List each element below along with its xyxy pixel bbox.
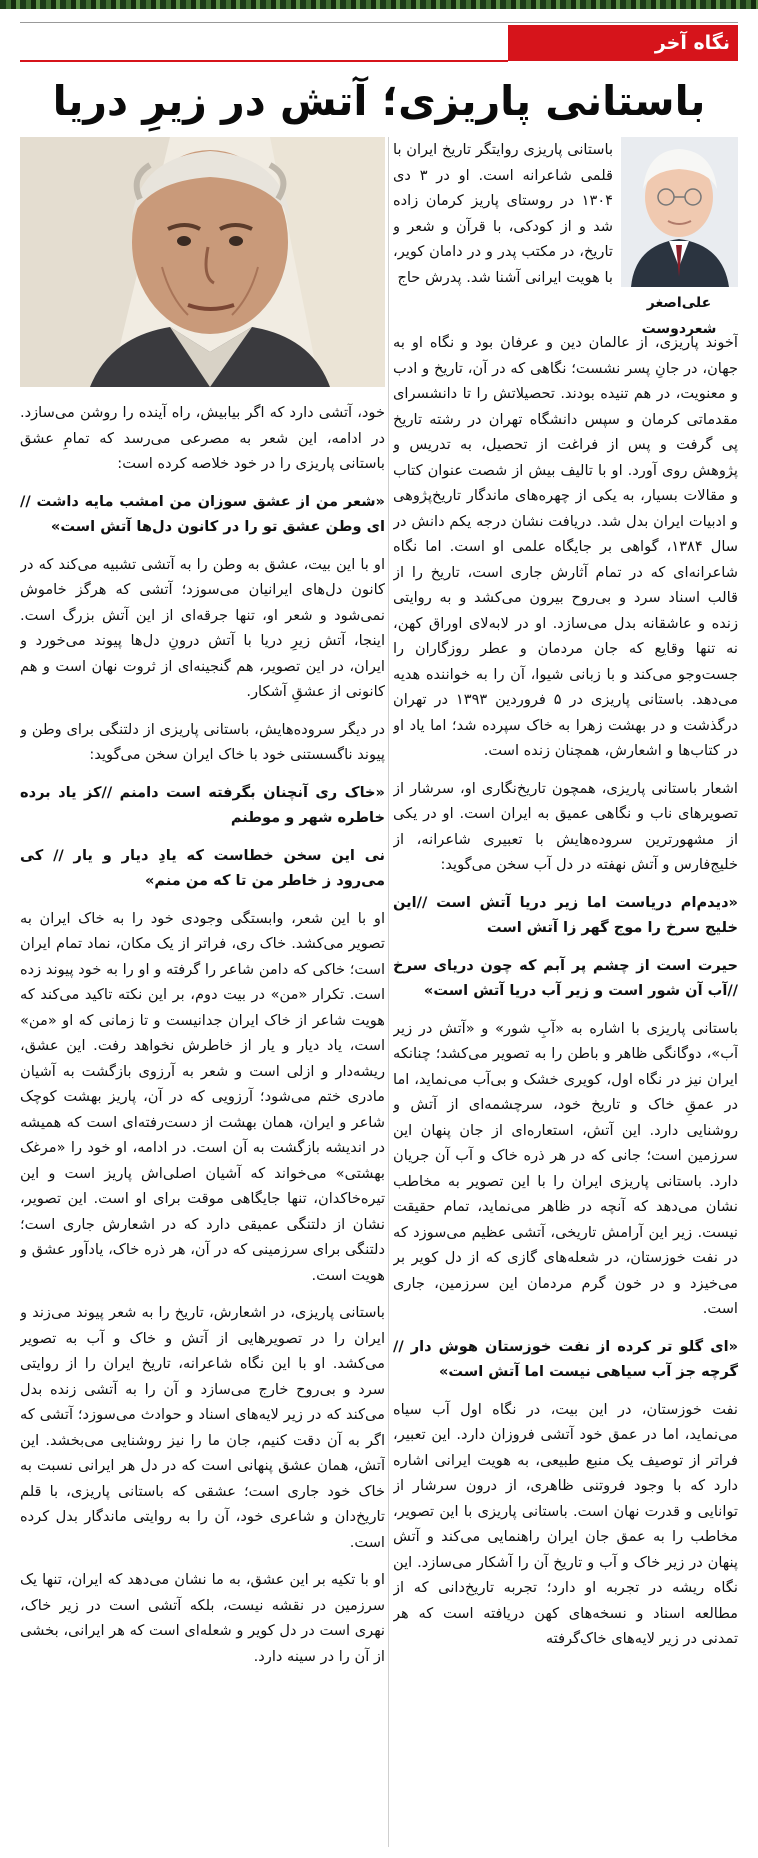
- poem-line: «دیدم‌ام دریاست اما زیر دریا آتش است //این خلیج سرخ را موج گهر زا آتش است: [393, 893, 738, 936]
- paragraph: باستانی‌ پاریزی، در اشعارش، تاریخ را به شعر پیوند می‌زند و ایران را در تصویرهایی از آتش و خاک و آب به تصویر می‌کشد. او با این نگاه شاعرانه، تاریخ ایران را از روایتی سرد و بی‌روح خارج می‌سازد و آن را به آتشی زنده بدل می‌کند که در زیر لایه‌های اسناد و حوادث می‌سوزد؛ آتشی که اگر به آن دقت کنیم، جان ما را نیز روشنایی می‌بخشد. این آتش، همان عشق پنهانی است که در دل هر ایرانی نسبت به خاک خود جاری است؛ عشقی که باستانی‌ پاریزی، با قلم تاریخ‌دان و شاعری خود، آن را به روایتی ماندگار بدل کرده است.: [20, 1304, 385, 1551]
- paragraph: او با این بیت، عشق به وطن را به آتشی تشبیه می‌کند که در کانون دل‌های ایرانیان می‌سوزد؛ آتشی که هرگز خاموش نمی‌شود و شعر او، تنها جرقه‌ای از این آتش بزرگ است. اینجا، آتش زیرِ دریا با آتش درونِ دل‌ها پیوند می‌خورد و ایران، در این تصویر، هم گنجینه‌ای از ثروت نهان است و هم کانونی از عشقِ آشکار.: [20, 555, 385, 700]
- poem-line: نی این سخن خطاست که یادِ دیار و یار // کی می‌رود ز خاطر من تا که من منم»: [20, 846, 385, 889]
- article-headline: باستانی‌ پاریزی؛ آتش در زیرِ دریا: [52, 77, 706, 125]
- paragraph: او با این شعر، وابستگی وجودی خود را به خاک ایران به تصویر می‌کشد. خاک ری، فراتر از یک مکان، نماد تمام ایران است؛ خاکی که دامن شاعر را گرفته و او را به خود پیوند زده است. تکرار «من» در بیت دوم، بر این نکته تاکید می‌کند که هویت شاعر از خاک ایران جدانیست و تا زمانی که او «من» است، یاد دیار و یار از خاطرش نخواهد رفت. این عشق، ریشه‌دار و ازلی است و شعر به آرزوی بازگشت به آشیان مادری ختم می‌شود؛ آرزویی که در آن، پاریز بهشت کوچک شاعر و ایران، همان بهشت از دست‌رفته‌ای است که همیشه در اندیشه بازگشت به آن است. در ادامه، او خود را «مرغک بهشتی» می‌خواند که آشیان اصلی‌اش پاریز است و این تیره‌خاکدان، تنها جایگاهی موقت برای او است. این تصویر، نشان از دلتنگی عمیقی دارد که در اشعارش جاری است؛ دلتنگی برای سرزمینی که در آن، هر ذره خاک، یادآور عشق و هویت است.: [20, 909, 385, 1284]
- article-column-right: [393, 330, 738, 1850]
- paragraph: خود، آتشی دارد که اگر بیابیش، راه آینده را روشن می‌سازد. در ادامه، این شعر به مصرعی می‌رسد که تمامِ عشق باستانی‌ پاریزی را در خود خلاصه کرده است:: [20, 404, 385, 472]
- top-rule: [20, 22, 738, 23]
- top-photo-strip: [0, 0, 758, 9]
- subject-portrait: [20, 137, 385, 387]
- poem-line: «خاک ری آنچنان بگرفته است دامنم //کز یاد برده خاطره شهر و موطنم: [20, 783, 385, 826]
- portrait-illustration-icon: [20, 137, 385, 387]
- column-divider: [388, 137, 389, 1847]
- poem-line: «ای گلو تر کرده از نفت خوزستان هوش دار // گرچه جز آب سیاهی نیست اما آتش است»: [393, 1337, 738, 1380]
- paragraph: نفت خوزستان، در این بیت، در نگاه اول آب سیاه می‌نماید، اما در عمق خود آتشی فروزان دارد. این تعبیر، فراتر از توصیف یک منبع طبیعی، به هویت ایرانی اشاره دارد که با وجود فروتنی ظاهری، از درون سرشار از توانایی و قدرت نهان است. باستانی‌ پاریزی با این تصویر، مخاطب را به عمق جان ایران راهنمایی می‌کند و آتش پنهان در زیر خاک و آب و تاریخ آن را آشکار می‌سازد. این نگاه ریشه در تجربه او دارد؛ تجربه تاریخ‌دانی که از مطالعه اسناد و نسخه‌های کهن دریافته است که هر تمدنی در زیر لایه‌های خاک‌گرفته: [393, 1400, 738, 1647]
- author-name: علی‌اصغر شعردوست: [641, 295, 717, 337]
- paragraph: اشعار باستانی‌ پاریزی، همچون تاریخ‌نگاری او، سرشار از تصویرهای ناب و نگاهی عمیق به ایران است. او در یکی از مشهورترین سروده‌هایش با تعبیری شاعرانه، از خلیج‌فارس و آتش نهفته در دل آب سخن می‌گوید:: [393, 779, 738, 873]
- section-label: نگاه آخر: [508, 25, 738, 61]
- poem-line: «شعر من از عشق سوزان من امشب مایه داشت //ای وطن عشق تو را در کانون دل‌ها آتش است»: [20, 492, 385, 535]
- article-column-right-top: [393, 137, 613, 329]
- article-column-left: [20, 400, 385, 1850]
- paragraph: باستانی‌ پاریزی روایتگر تاریخ ایران با قلمی شاعرانه است. او در ۳ دی ۱۳۰۴ در روستای پاریز کرمان زاده شد و از کودکی، با قرآن و شعر و تاریخ، در مکتب پدر و در دامان کویر، با هویت ایرانی آشنا شد. پدرش حاج: [393, 141, 613, 286]
- author-photo: [621, 137, 738, 287]
- section-underline: [20, 60, 508, 62]
- author-portrait-icon: [621, 137, 738, 287]
- paragraph: او با تکیه بر این عشق، به ما نشان می‌دهد که ایران، تنها یک سرزمین در نقشه نیست، بلکه آتشی است در زیر خاک، نهری است در دل کویر و شعله‌ای است که هر ایرانی، بخشی از آن را در سینه دارد.: [20, 1571, 385, 1665]
- poem-line: حیرت است از چشم پر آبم که چون دریای سرخ //آب آن شور است و زیر آب دریا آتش است»: [393, 956, 738, 999]
- paragraph: باستانی‌ پاریزی با اشاره به «آبِ شور» و «آتش در زیر آب»، دوگانگی ظاهر و باطن را به تصویر می‌کشد؛ چنانکه ایران نیز در نگاه اول، کویری خشک و بی‌آب می‌نماید، اما در عمقِ خاک و تاریخ خود، سرچشمه‌ای از آتش و روشنایی دارد. این آتش، استعاره‌ای از جان پنهان این سرزمین است؛ جانی که در هر ذره خاک و آب آن جریان دارد. باستانی‌ پاریزی ایران را با این تصویر به مخاطب نشان می‌دهد که آنچه در ظاهر می‌نماید، تمام حقیقت نیست. زیر این آرامش تاریخی، آتشی عظیم می‌سوزد که در نفت خوزستان، در شعله‌های گازی که از دل کویر بر می‌خیزد و در خون گرم مردمان این سرزمین، جاری است.: [393, 1019, 738, 1317]
- paragraph: آخوند پاریزی، از عالمان دین و عرفان بود و نگاه او به جهان، در جانِ پسر نشست؛ نگاهی که در آن، تاریخ و ادب و معنویت، در هم تنیده بودند. تحصیلاتش را تا دانشسرای مقدماتی کرمان و سپس دانشگاه تهران در رشته تاریخ پی گرفت و پس از فراغت از تحصیل، به تدریس و پژوهش روی آورد. او با تالیف بیش از شصت عنوان کتاب و مقالات بسیار، به یکی از چهره‌های ماندگار تاریخ‌پژوهی و ادبیات ایران بدل شد. دریافت نشان درجه یکم دانش در سال ۱۳۸۴، گواهی بر جایگاه علمی او است. اما نگاه شاعرانه‌ای که در تمام آثارش جاری است، تاریخ را از قالب اسناد سرد و بی‌روح بیرون می‌کشد و به روایتی زنده و عاشقانه بدل می‌سازد. او در لابه‌لای اوراق کهن، نه تنها وقایع که جان مردمان و عطر روزگاران را جست‌وجو می‌کند و با زبانی شیوا، آن را به خواننده هدیه می‌دهد. باستانی‌ پاریزی در ۵ فروردین ۱۳۹۳ در تهران درگذشت و در بهشت زهرا به خاک سپرده شد؛ اما یاد او در کتاب‌ها و اشعارش، همچنان زنده است.: [393, 334, 738, 759]
- paragraph: در دیگر سروده‌هایش، باستانی‌ پاریزی از دلتنگی برای وطن و پیوند ناگسستنی خود با خاک ایران سخن می‌گوید:: [20, 720, 385, 763]
